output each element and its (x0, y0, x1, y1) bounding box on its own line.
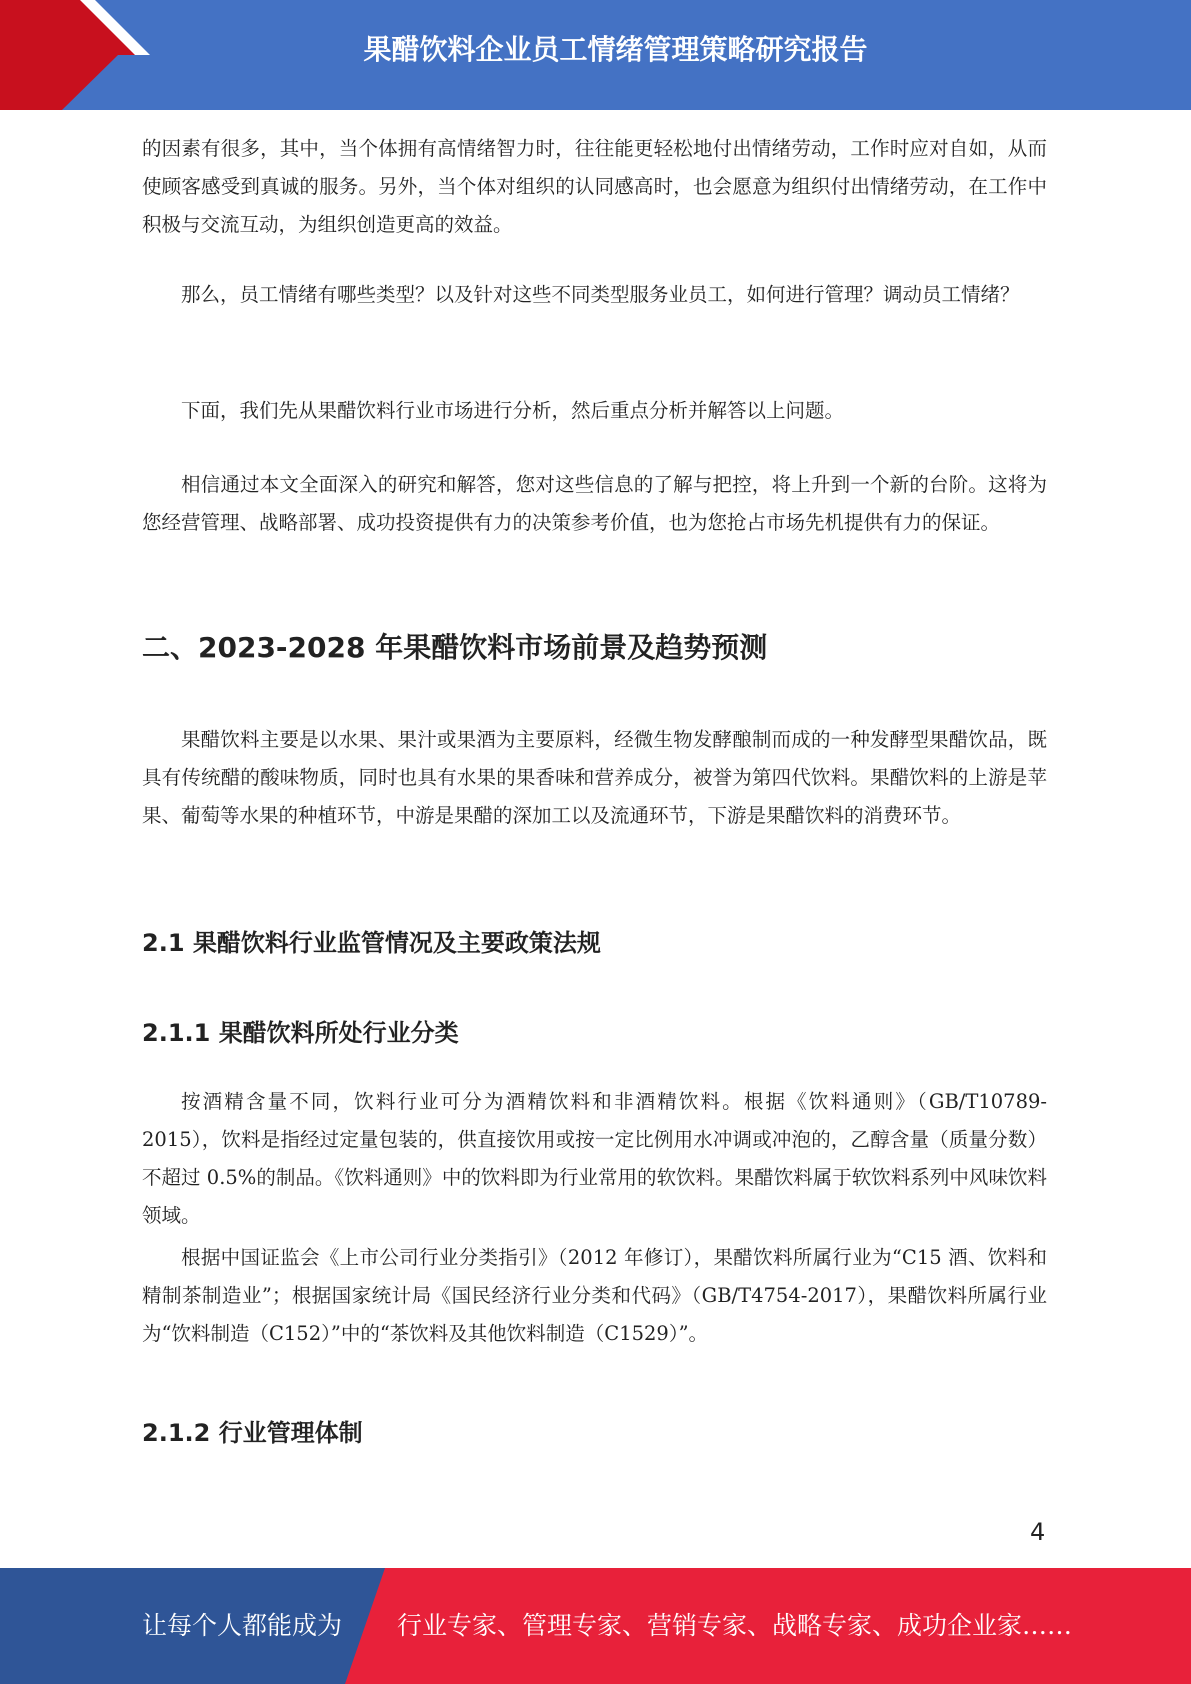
section-heading-2: 二、2023-2028 年果醋饮料市场前景及趋势预测 (142, 631, 768, 664)
paragraph-emotional-labor: 的因素有很多，其中，当个体拥有高情绪智力时，往往能更轻松地付出情绪劳动，工作时应对自如，从而使顾客感受到真诚的服务。另外，当个体对组织的认同感高时，也会愿意为组织付出情绪劳动，在工作中积极与交流互动，为组织创造更高的效益。 (142, 137, 1047, 236)
heading-2-1-1: 2.1.1 果醋饮料所处行业分类 (142, 1019, 459, 1047)
paragraph-questions: 那么，员工情绪有哪些类型？以及针对这些不同类型服务业员工，如何进行管理？调动员工情绪？ (181, 283, 1020, 306)
footer-slogan-left: 让每个人都能成为 (142, 1611, 343, 1640)
paragraph-value: 相信通过本文全面深入的研究和解答，您对这些信息的了解与把控，将上升到一个新的台阶。这将为您经营管理、战略部署、成功投资提供有力的决策参考价值，也为您抢占市场先机提供有力的保证。 (142, 473, 1047, 534)
page-header (0, 0, 1191, 110)
paragraph-fruit-vinegar-definition: 果醋饮料主要是以水果、果汁或果酒为主要原料，经微生物发酵酿制而成的一种发酵型果醋饮品，既具有传统醋的酸味物质，同时也具有水果的果香味和营养成分，被誉为第四代饮料。果醋饮料的上游是苹果、葡萄等水果的种植环节，中游是果醋的深加工以及流通环节，下游是果醋饮料的消费环节。 (142, 728, 1047, 827)
heading-2-1-2: 2.1.2 行业管理体制 (142, 1419, 363, 1447)
paragraph-analysis-intro: 下面，我们先从果醋饮料行业市场进行分析，然后重点分析并解答以上问题。 (181, 399, 845, 422)
paragraph-industry-classification: 按酒精含量不同，饮料行业可分为酒精饮料和非酒精饮料。根据《饮料通则》（GB/T10789-2015），饮料是指经过定量包装的，供直接饮用或按一定比例用水冲调或冲泡的，乙醇含量（质量分数）不超过 0.5%的制品。《饮料通则》中的饮料即为行业常用的软饮料。果醋饮料属于软饮料系列中风味饮料领域。 (142, 1090, 1047, 1227)
document-title: 果醋饮料企业员工情绪管理策略研究报告 (363, 33, 868, 66)
heading-2-1: 2.1 果醋饮料行业监管情况及主要政策法规 (142, 929, 601, 957)
page-number: 4 (1030, 1518, 1046, 1546)
footer-slogan-right: 行业专家、管理专家、营销专家、战略专家、成功企业家…… (397, 1611, 1073, 1640)
page-footer (0, 1568, 1191, 1684)
paragraph-csrc-classification: 根据中国证监会《上市公司行业分类指引》（2012 年修订），果醋饮料所属行业为“C15 酒、饮料和精制茶制造业”；根据国家统计局《国民经济行业分类和代码》（GB/T4754-2017），果醋饮料所属行业为“饮料制造（C152）”中的“茶饮料及其他饮料制造（C1529）”。 (142, 1246, 1047, 1345)
